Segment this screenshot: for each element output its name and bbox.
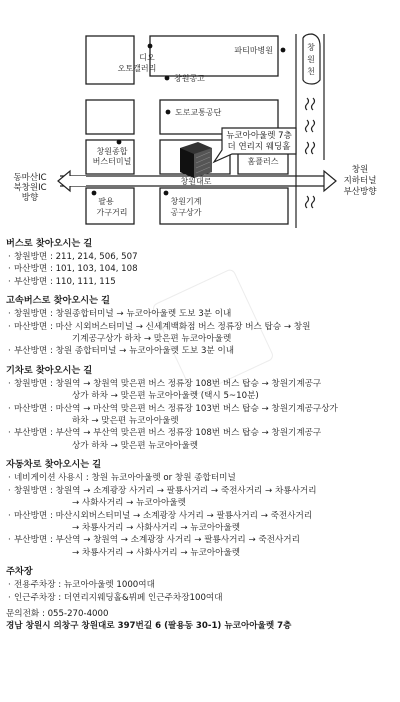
parking-item: · 인근주차장 : 더연리지웨딩홀&뷔페 인근주차장100여대	[6, 592, 394, 604]
express-section-title: 고속버스로 찾아오시는 길	[6, 295, 111, 307]
dio-gallery-marker	[148, 44, 153, 49]
train-item: · 마산방면 : 마산역 → 마산역 맞은편 버스 정류장 103번 버스 탑승 → 창원기계공구상가	[6, 403, 394, 415]
right-direction-label-1: 창원	[351, 165, 369, 175]
bus-item: · 창원방면 : 211, 214, 506, 507	[6, 251, 394, 263]
express-item: · 부산방면 : 창원 종합터미널 → 뉴코아아울렛 도보 3분 이내	[6, 345, 394, 357]
road-traffic-label: 도로교통공단	[175, 108, 222, 117]
right-direction-label-3: 부산방향	[343, 187, 377, 197]
car-item: · 마산방면 : 마산시외버스터미널 → 소계광장 사거리 → 팔룡사거리 → 죽전사거리	[6, 510, 394, 522]
location-map	[0, 0, 400, 232]
machinery-label-1: 창원기계	[170, 197, 202, 206]
car-item-cont: → 차룡사거리 → 사화사거리 → 뉴코아아울렛	[72, 522, 241, 533]
terminal-label-2: 버스터미널	[92, 157, 132, 166]
car-item: · 부산방면 : 부산역 → 창원역 → 소계광장 사거리 → 팔룡사거리 → 죽전사거리	[6, 534, 394, 546]
main-road-label: 창원대로	[180, 177, 212, 186]
left-direction-label-3: 방향	[21, 193, 39, 203]
train-section-title: 기차로 찾아오시는 길	[6, 364, 93, 376]
express-item: · 마산방면 : 마산 시외버스터미널 → 신세계백화점 버스 정류장 버스 탑승 → 창원	[6, 321, 394, 333]
contact-phone: 문의전화 : 055-270-4000	[6, 608, 109, 619]
train-item: · 창원방면 : 창원역 → 창원역 맞은편 버스 정류장 108번 버스 탑승 → 창원기계공구	[6, 378, 394, 390]
target-label-1: 뉴코아아울렛 7층	[226, 131, 292, 141]
car-item-cont: → 차룡사거리 → 사화사거리 → 뉴코아아울렛	[72, 547, 241, 558]
bus-item: · 부산방면 : 110, 111, 115	[6, 276, 394, 288]
directions-info	[6, 237, 394, 633]
fatima-hospital-label: 파티마병원	[234, 46, 273, 55]
river-label-3: 천	[307, 67, 315, 76]
newcore-outlet-building-icon	[180, 142, 212, 178]
fatima-hospital-marker	[281, 48, 286, 53]
parking-section-title: 주차장	[6, 566, 33, 578]
terminal-marker	[117, 140, 122, 145]
dio-gallery-label-1: 디오	[139, 53, 155, 62]
road-traffic-marker	[166, 110, 171, 115]
right-direction-arrow	[324, 171, 336, 191]
right-direction-label-2: 지하터널	[343, 176, 377, 186]
car-section-title: 자동차로 찾아오시는 길	[6, 459, 102, 471]
changwon-high-label: 창원공고	[174, 74, 205, 83]
train-item: · 부산방면 : 부산역 → 부산역 맞은편 버스 정류장 108번 버스 탑승 → 창원기계공구	[6, 427, 394, 439]
river-label-2: 원	[307, 55, 315, 64]
target-label-2: 더 연리지 웨딩홀	[227, 142, 291, 152]
car-item: · 창원방면 : 창원역 → 소계광장 사거리 → 팔룡사거리 → 죽전사거리 → 차룡사거리	[6, 485, 394, 497]
palyong-marker	[92, 191, 97, 196]
palyong-label-2: 가구거리	[96, 208, 128, 217]
car-item-cont: → 사화사거리 → 뉴코아아울렛	[72, 498, 186, 509]
express-item: · 창원방면 : 창원종합터미널 → 뉴코아아울렛 도보 3분 이내	[6, 308, 394, 320]
train-item-cont: 상가 하차 → 맞은편 뉴코아아울렛 (택시 5~10분)	[72, 391, 259, 402]
left-direction-arrow	[58, 171, 86, 191]
car-item: · 네비게이션 사용시 : 창원 뉴코아아울렛 or 창원 종합터미널	[6, 472, 394, 484]
address: 경남 창원시 의창구 창원대로 397번길 6 (팔용동 30-1) 뉴코아아울렛 7층	[6, 621, 292, 632]
train-item-cont: 하차 → 맞은편 뉴코아아울렛	[72, 416, 179, 427]
bus-section-title: 버스로 찾아오시는 길	[6, 238, 93, 249]
left-direction-label-2: 북창원IC	[13, 183, 47, 193]
river-label-1: 창	[307, 43, 315, 52]
homeplus-label: 홈플러스	[247, 157, 279, 166]
dio-gallery-label-2: 오토갤러리	[117, 64, 157, 73]
terminal-label-1: 창원종합	[96, 147, 128, 156]
changwon-high-marker	[165, 76, 170, 81]
machinery-marker	[164, 191, 169, 196]
parking-item: · 전용주차장 : 뉴코아아울렛 1000여대	[6, 579, 394, 591]
machinery-label-2: 공구상가	[170, 208, 202, 217]
palyong-label-1: 팔용	[98, 197, 114, 206]
left-direction-label-1: 동마산IC	[13, 173, 47, 183]
bus-item: · 마산방면 : 101, 103, 104, 108	[6, 263, 394, 275]
train-item-cont: 상가 하차 → 맞은편 뉴코아아울렛	[72, 440, 199, 451]
express-item-cont: 기계공구상가 하차 → 맞은편 뉴코아아울렛	[72, 334, 232, 345]
